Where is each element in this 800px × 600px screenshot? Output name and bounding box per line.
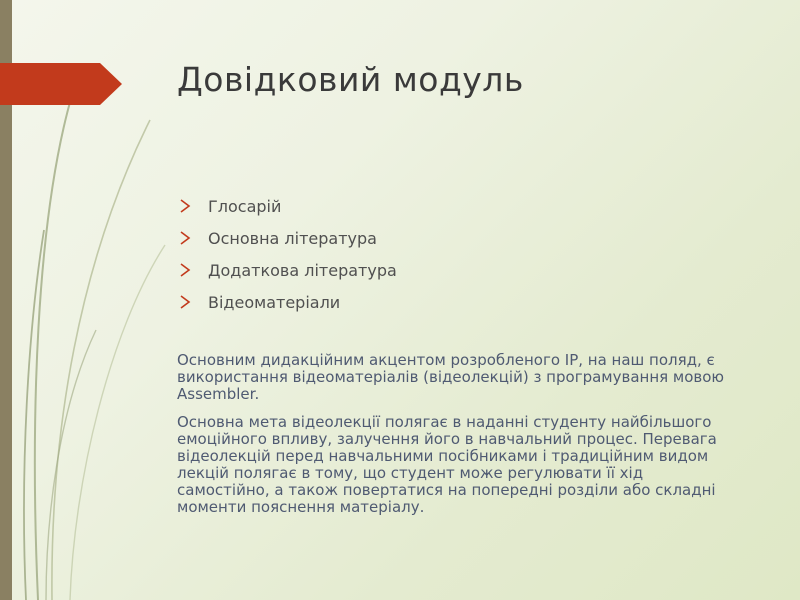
bullet-text: Відеоматеріали — [208, 292, 341, 312]
title-accent-tab — [0, 63, 122, 105]
arrow-head-icon — [178, 199, 192, 213]
bullet-list — [178, 190, 397, 318]
bullet-text: Основна література — [208, 228, 377, 248]
arrow-head-icon — [178, 263, 192, 277]
list-item — [178, 286, 397, 318]
list-item — [178, 254, 397, 286]
slide-title: Довідковий модуль — [177, 60, 524, 99]
body-text — [177, 352, 737, 527]
list-item — [178, 222, 397, 254]
paragraph: Основним дидакційним акцентом розробленого ІР, на наш поляд, є використання відеоматеріалів (відеолекцій) з програмування мовою Assembler. — [177, 351, 725, 403]
arrow-head-icon — [178, 295, 192, 309]
paragraph: Основна мета відеолекції полягає в наданні студенту найбільшого емоційного впливу, залучення його в навчальний процес. Перевага відеолекцій перед навчальними посібниками і традиційним видом лекцій полягає в тому, що студент може регулювати її хід самостійно, а також повертатися на попередні розділи або складні моменти пояснення матеріалу. — [177, 413, 717, 516]
bullet-text: Глосарій — [208, 196, 282, 216]
list-item — [178, 190, 397, 222]
bullet-text: Додаткова література — [208, 260, 397, 280]
arrow-head-icon — [178, 231, 192, 245]
